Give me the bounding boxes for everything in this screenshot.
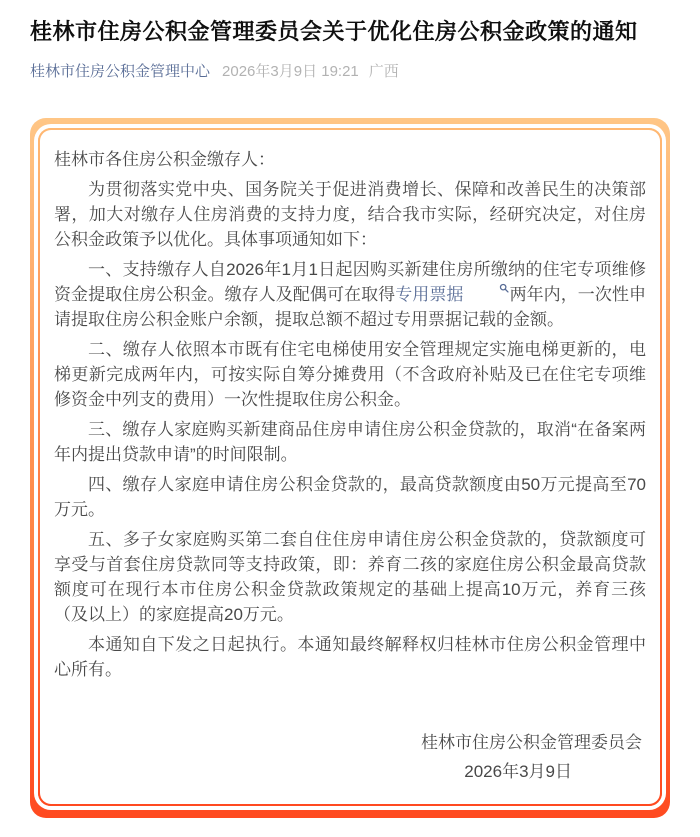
search-icon[interactable]	[465, 283, 509, 293]
notice-card	[40, 130, 660, 804]
notice-item-1-text: 一、支持缴存人自2026年1月1日起因购买新建住房所缴纳的住宅专项维修资金提取住房公积金。缴存人及配偶可在取得	[54, 259, 646, 304]
notice-card-backdrop	[30, 118, 670, 818]
signature-date: 2026年3月9日	[464, 761, 572, 781]
notice-intro-paragraph: 为贯彻落实党中央、国务院关于促进消费增长、保障和改善民生的决策部署，加大对缴存人住房消费的支持力度，结合我市实际，经研究决定，对住房公积金政策予以优化。具体事项通知如下：	[54, 179, 646, 249]
notice-item-1-text-after: 两年内，一次性申请提取住房公积金账户余额，提取总额不超过专用票据记载的金额。	[54, 284, 646, 329]
publish-location: 广西	[368, 62, 399, 80]
signature-issuer: 桂林市住房公积金管理委员会	[421, 732, 642, 752]
publish-meta	[222, 60, 399, 81]
byline	[30, 60, 670, 81]
notice-closing-paragraph: 本通知自下发之日起执行。本通知最终解释权归桂林市住房公积金管理中心所有。	[54, 634, 646, 679]
notice-salutation: 桂林市各住房公积金缴存人：	[54, 149, 275, 169]
article-page	[0, 16, 700, 837]
notice-item-5: 五、多子女家庭购买第二套自住住房申请住房公积金贷款的，贷款额度可享受与首套住房贷款同等支持政策，即：养育二孩的家庭住房公积金最高贷款额度可在现行本市住房公积金贷款政策规定的基础上提高10万元，养育三孩（及以上）的家庭提高20万元。	[54, 529, 646, 624]
notice-item-1	[54, 257, 646, 332]
publish-time: 2026年3月9日 19:21	[222, 62, 359, 80]
notice-item-4: 四、缴存人家庭申请住房公积金贷款的，最高贷款额度由50万元提高至70万元。	[54, 474, 646, 519]
notice-card-border	[38, 128, 662, 806]
account-name-link[interactable]: 桂林市住房公积金管理中心	[30, 62, 211, 80]
notice-item-2: 二、缴存人依照本市既有住宅电梯使用安全管理规定实施电梯更新的，电梯更新完成两年内，可按实际自筹分摊费用（不含政府补贴及已在住宅专项维修资金中列支的费用）一次性提取住房公积金。	[54, 339, 646, 409]
article-title: 桂林市住房公积金管理委员会关于优化住房公积金政策的通知	[30, 19, 638, 44]
notice-item-3: 三、缴存人家庭购买新建商品住房申请住房公积金贷款的，取消“在备案两年内提出贷款申请”的时间限制。	[54, 419, 646, 464]
special-invoice-link[interactable]: 专用票据	[395, 284, 464, 304]
signature-block	[54, 730, 646, 784]
